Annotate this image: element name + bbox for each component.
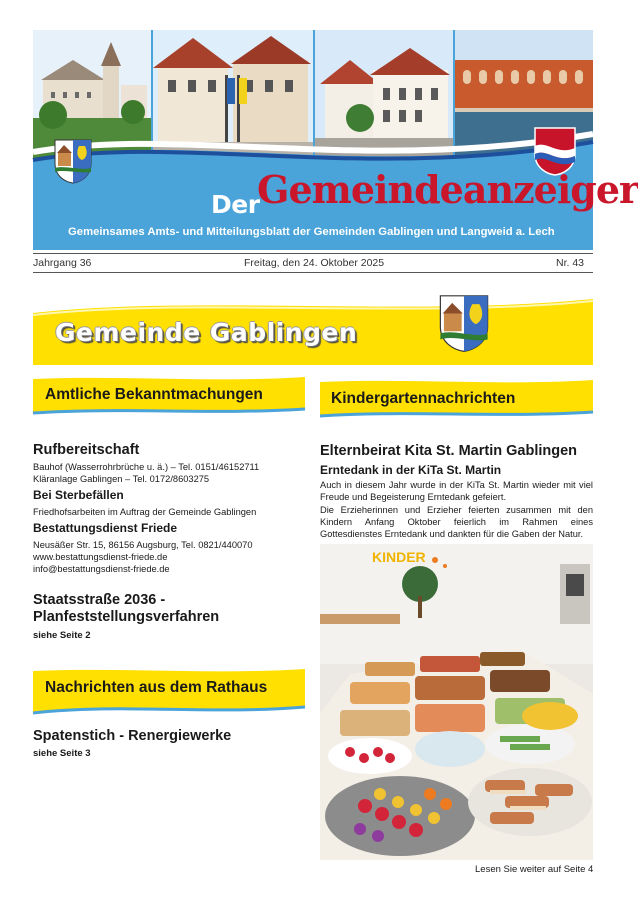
- masthead-title: Gemeindeanzeiger: [257, 167, 638, 212]
- masthead: [33, 30, 638, 244]
- issue-date: Freitag, den 24. Oktober 2025: [244, 257, 385, 269]
- gablingen-crest-icon: [53, 138, 93, 184]
- sterbefaelle-heading: Bei Sterbefällen: [33, 488, 124, 502]
- bestattung-heading: Bestattungsdienst Friede: [33, 521, 178, 535]
- bestattung-email-link[interactable]: info@bestattungsdienst-friede.de: [33, 564, 170, 574]
- masthead-title-prefix: Der: [211, 190, 260, 219]
- continue-caption: Lesen Sie weiter auf Seite 4: [475, 864, 594, 875]
- spatenstich-see-page: siehe Seite 3: [33, 748, 91, 759]
- sterbefaelle-line: Friedhofsarbeiten im Auftrag der Gemeinde Gablingen: [33, 507, 257, 517]
- issue-divider-bottom: [33, 272, 593, 273]
- staatsstrasse-see-page: siehe Seite 2: [33, 630, 91, 641]
- masthead-subtitle: Gemeinsames Amts- und Mitteilungsblatt der Gemeinden Gablingen und Langweid a. Lech: [68, 226, 555, 238]
- article-subheading: Erntedank in der KiTa St. Martin: [320, 463, 502, 477]
- section-amtliche-bekanntmachungen: Amtliche Bekanntmachungen: [45, 386, 263, 403]
- bestattung-address: Neusäßer Str. 15, 86156 Augsburg, Tel. 0821/440070: [33, 540, 253, 550]
- staatsstrasse-heading-line-2: Planfeststellungsverfahren: [33, 609, 220, 625]
- bestattung-website-link[interactable]: www.bestattungsdienst-friede.de: [33, 552, 168, 562]
- erntedank-photo: [320, 544, 593, 860]
- issue-volume: Jahrgang 36: [33, 257, 92, 269]
- wall-text: KINDER: [372, 549, 426, 565]
- spatenstich-heading: Spatenstich - Renergiewerke: [33, 728, 232, 744]
- article-paragraph-2: Die Erzieherinnen und Erzieher feierten zusammen mit den Kindern Anfang Oktober feierlich im Rahmen eines Gottesdienstes Erntedank und dankten für die Gaben der Natur.: [320, 505, 593, 540]
- article-heading: Elternbeirat Kita St. Martin Gablingen: [320, 443, 578, 459]
- rufbereitschaft-heading: Rufbereitschaft: [33, 442, 140, 458]
- rufbereitschaft-line-1: Bauhof (Wasserrohrbrüche u. ä.) – Tel. 0151/46152711: [33, 462, 260, 472]
- staatsstrasse-heading-line-1: Staatsstraße 2036 -: [33, 592, 166, 608]
- section-nachrichten-rathaus: Nachrichten aus dem Rathaus: [45, 679, 268, 696]
- municipality-title: Gemeinde Gablingen: [55, 318, 358, 347]
- rufbereitschaft-line-2: Kläranlage Gablingen – Tel. 0172/8603275: [33, 474, 210, 484]
- article-paragraph-1: Auch in diesem Jahr wurde in der KiTa St. Martin wieder mit viel Freude und Begeisterung Erntedank gefeiert.: [320, 480, 593, 503]
- issue-number: Nr. 43: [556, 257, 585, 269]
- municipality-crest-icon: [438, 292, 490, 354]
- issue-divider-top: [33, 253, 593, 254]
- section-kindergartennachrichten: Kindergartennachrichten: [331, 390, 516, 407]
